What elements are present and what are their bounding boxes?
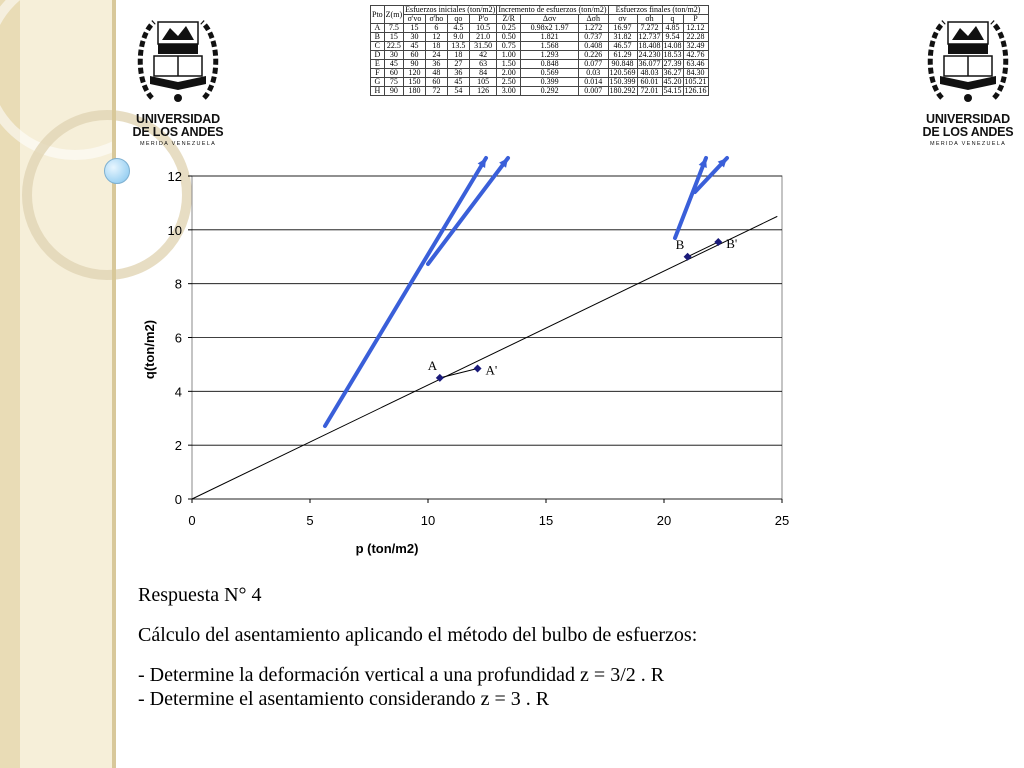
table-cell: 54 xyxy=(447,87,469,96)
logo-subtitle: MERIDA VENEZUELA xyxy=(929,141,1007,147)
table-cell: A xyxy=(371,24,385,33)
table-header-cell: q xyxy=(662,15,683,24)
table-header-cell: Incremento de esfuerzos (ton/m2) xyxy=(498,5,607,14)
table-cell: 60 xyxy=(425,78,447,87)
logo-subtitle: MERIDA VENEZUELA xyxy=(139,141,217,147)
table-cell: 21.0 xyxy=(469,33,496,42)
table-cell: 7.272 xyxy=(637,24,662,33)
table-cell: 2.50 xyxy=(497,78,521,87)
table-cell: 18 xyxy=(425,42,447,51)
table-cell: 1.568 xyxy=(521,42,579,51)
table-cell: 24.230 xyxy=(638,50,661,59)
answer-line2: - Determine la deformación vertical a una profundidad z = 3/2 . R xyxy=(138,664,665,686)
table-cell: 63 xyxy=(469,60,496,69)
table-cell: 0.25 xyxy=(497,24,521,33)
table-cell: 75 xyxy=(384,78,403,87)
table-cell: 1.293 xyxy=(521,51,579,60)
y-tick-label: 4 xyxy=(174,384,182,400)
table-cell: 32.49 xyxy=(683,42,708,51)
table-cell: 120.569 xyxy=(609,68,636,77)
table-cell: 0.848 xyxy=(521,60,579,69)
table-cell: 22.5 xyxy=(384,42,403,51)
table-cell: 45 xyxy=(404,42,426,51)
table-cell: 9.0 xyxy=(447,33,469,42)
table-header-cell: σ'vo xyxy=(404,15,426,24)
table-header-cell: Pto xyxy=(371,6,385,24)
table-cell: 4.5 xyxy=(447,24,469,33)
table-cell: 42 xyxy=(469,51,496,60)
answer-heading: Respuesta N° 4 xyxy=(138,584,262,606)
table-cell: 180.292 xyxy=(609,86,636,95)
x-tick-label: 10 xyxy=(420,513,436,528)
table-cell: 1.50 xyxy=(497,60,521,69)
table-cell: 48 xyxy=(425,69,447,78)
table-cell: 60 xyxy=(404,51,426,60)
table-header-cell: Z(m) xyxy=(384,6,403,24)
x-tick-label: 20 xyxy=(656,513,672,528)
table-header-cell: Esfuerzos finales (ton/m2) xyxy=(608,6,708,15)
table-cell: 31.82 xyxy=(608,33,637,42)
table-cell: 61.29 xyxy=(608,51,637,60)
table-cell: E xyxy=(371,60,385,69)
table-cell: 36 xyxy=(425,60,447,69)
table-cell: 90.848 xyxy=(608,60,637,69)
table-header-cell: Esfuerzos iniciales (ton/m2) xyxy=(405,5,496,14)
table-cell: 12.737 xyxy=(638,32,661,41)
table-cell: 84 xyxy=(469,69,496,78)
table-cell: 7.5 xyxy=(384,24,403,33)
table-cell: 150.399 xyxy=(609,77,636,86)
table-cell: 27 xyxy=(447,60,469,69)
table-cell: 60.01 xyxy=(637,78,662,87)
y-tick-label: 2 xyxy=(174,438,182,454)
table-cell: 0.007 xyxy=(578,87,608,96)
table-cell: C xyxy=(371,42,385,51)
x-axis-label: p (ton/m2) xyxy=(355,541,419,556)
table-cell: D xyxy=(371,51,385,60)
table-cell: 15 xyxy=(404,24,426,33)
table-cell: 0.98x2 1.97 xyxy=(521,24,579,33)
table-cell: 0.077 xyxy=(578,60,608,69)
table-cell: 1.272 xyxy=(578,24,608,33)
table-cell: F xyxy=(371,69,385,78)
table-cell: 0.75 xyxy=(497,42,521,51)
table-cell: 60 xyxy=(384,69,403,78)
table-cell: 18.53 xyxy=(663,50,682,59)
point-label: A' xyxy=(485,362,498,378)
y-tick-label: 6 xyxy=(174,330,182,346)
table-cell: 90 xyxy=(404,60,426,69)
table-cell: 12 xyxy=(425,33,447,42)
table-cell: 63.46 xyxy=(683,60,708,69)
x-tick-label: 5 xyxy=(306,513,314,528)
table-cell: 72 xyxy=(425,87,447,96)
point-label: B xyxy=(675,236,685,252)
table-cell: 24 xyxy=(425,51,447,60)
logo-name-line2: DE LOS ANDES xyxy=(132,125,224,139)
y-tick-label: 12 xyxy=(167,169,182,184)
table-cell: 0.408 xyxy=(578,42,608,51)
table-cell: 36 xyxy=(447,69,469,78)
table-cell: 0.737 xyxy=(578,33,608,42)
table-cell: 105 xyxy=(469,78,496,87)
table-cell: 0.226 xyxy=(578,51,608,60)
table-cell: 105.21 xyxy=(684,77,707,86)
table-cell: 84.30 xyxy=(683,69,708,78)
table-cell: 12.12 xyxy=(683,24,708,33)
answer-line3: - Determine el asentamiento considerando z = 3 . R xyxy=(138,688,550,710)
table-cell: 126.16 xyxy=(684,86,707,95)
table-cell: 18 xyxy=(447,51,469,60)
table-header-cell: qo xyxy=(447,15,469,24)
table-cell: 4.85 xyxy=(662,24,683,33)
table-header-cell: σv xyxy=(608,15,637,24)
table-cell: 0.50 xyxy=(497,33,521,42)
y-tick-label: 10 xyxy=(167,222,182,238)
point-label: B' xyxy=(726,235,738,251)
table-cell: 0.569 xyxy=(521,69,579,78)
y-tick-label: 0 xyxy=(174,492,182,507)
answer-text xyxy=(138,583,697,711)
logo-name-line2: DE LOS ANDES xyxy=(922,125,1014,139)
table-cell: 6 xyxy=(425,24,447,33)
table-cell: 45 xyxy=(447,78,469,87)
table-cell: H xyxy=(371,87,385,96)
x-tick-label: 15 xyxy=(538,513,554,528)
table-cell: 120 xyxy=(404,69,426,78)
table-header-cell: Δσv xyxy=(521,15,579,24)
table-header-cell: σ'ho xyxy=(425,15,447,24)
x-tick-label: 25 xyxy=(774,513,790,528)
table-cell: 46.57 xyxy=(608,42,637,51)
table-cell: 15 xyxy=(384,33,403,42)
table-cell: 0.03 xyxy=(578,69,608,78)
table-cell: 18.408 xyxy=(638,41,661,50)
table-cell: 2.00 xyxy=(497,69,521,78)
table-header-cell: P'o xyxy=(469,15,496,24)
table-cell: 0.399 xyxy=(521,78,579,87)
table-cell: 9.54 xyxy=(662,33,683,42)
point-label: A xyxy=(427,357,438,373)
table-cell: 45 xyxy=(384,60,403,69)
logo-name-line1: UNIVERSIDAD xyxy=(926,112,1010,126)
table-header-cell: σh xyxy=(637,15,662,24)
logo-name-line1: UNIVERSIDAD xyxy=(136,112,220,126)
table-cell: 30 xyxy=(384,51,403,60)
table-cell: 16.97 xyxy=(608,24,637,33)
table-cell: 31.50 xyxy=(469,42,496,51)
table-cell: B xyxy=(371,33,385,42)
table-cell: 72.01 xyxy=(637,87,662,96)
table-cell: 126 xyxy=(469,87,496,96)
table-cell: 45.20 xyxy=(663,77,682,86)
table-header-cell: Δσh xyxy=(578,15,608,24)
x-tick-label: 0 xyxy=(188,513,196,528)
table-cell: 90 xyxy=(384,87,403,96)
table-header-cell: Z/R xyxy=(497,15,521,24)
table-cell: 1.821 xyxy=(521,33,579,42)
table-cell: 54.15 xyxy=(663,86,682,95)
table-cell: 13.5 xyxy=(447,42,469,51)
table-header-cell: P xyxy=(683,15,708,24)
table-cell: 36.077 xyxy=(638,59,661,68)
y-tick-label: 8 xyxy=(174,276,182,292)
table-cell: 30 xyxy=(404,33,426,42)
table-cell: 1.00 xyxy=(497,51,521,60)
table-cell: 48.03 xyxy=(637,69,662,78)
table-cell: 3.00 xyxy=(497,87,521,96)
table-cell: 22.28 xyxy=(683,33,708,42)
answer-line1: Cálculo del asentamiento aplicando el método del bulbo de esfuerzos: xyxy=(138,624,698,646)
y-axis-label: q(ton/m2) xyxy=(142,319,157,380)
table-cell: 27.39 xyxy=(663,59,682,68)
table-cell: 0.014 xyxy=(578,78,608,87)
table-cell: 10.5 xyxy=(469,24,496,33)
table-cell: 180 xyxy=(404,87,426,96)
table-cell: 0.292 xyxy=(521,87,579,96)
table-cell: 42.76 xyxy=(683,51,708,60)
table-cell: 150 xyxy=(404,78,426,87)
table-cell: 14.08 xyxy=(663,41,682,50)
table-cell: 36.27 xyxy=(663,68,682,77)
table-cell: G xyxy=(371,78,385,87)
